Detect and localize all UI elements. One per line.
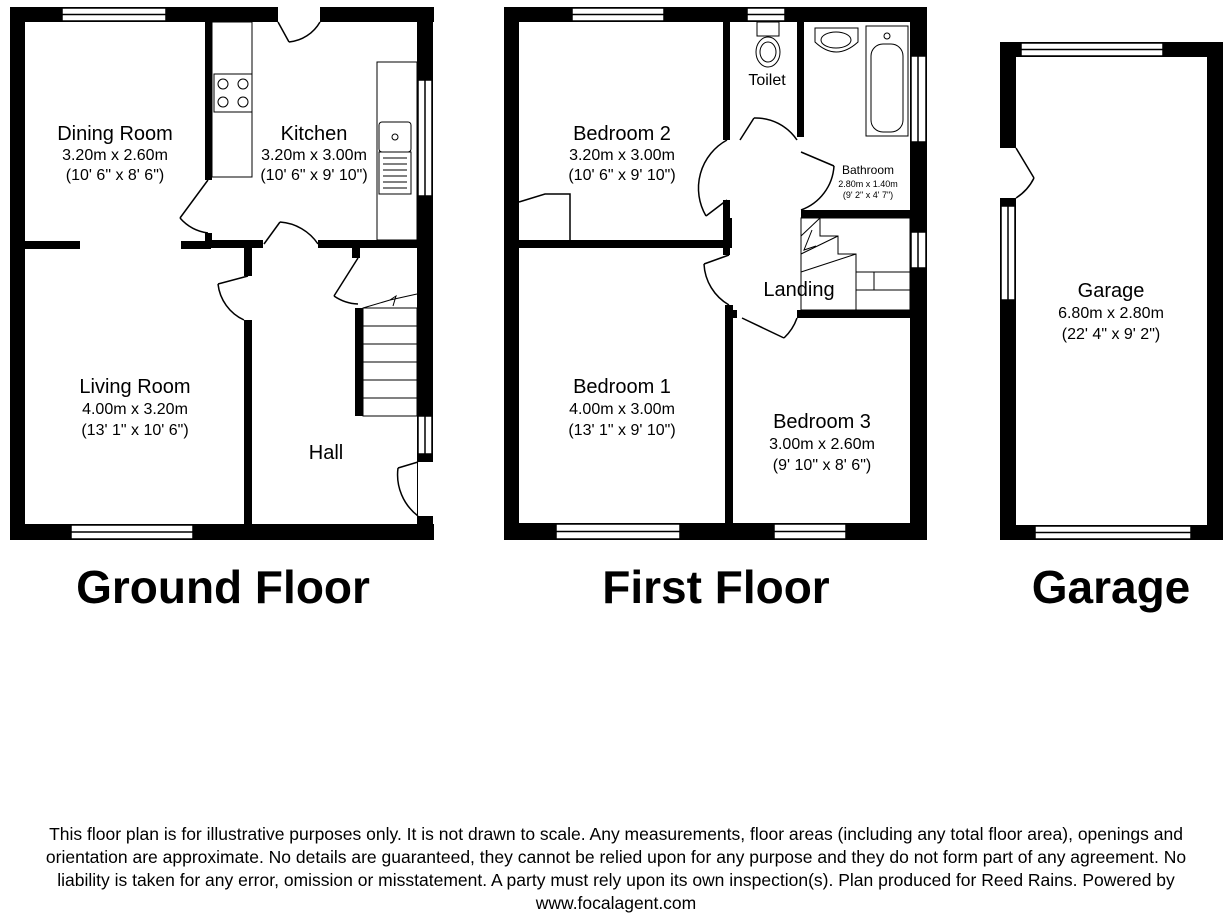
toilet-icon xyxy=(757,22,779,36)
ground-floor-walls xyxy=(10,7,434,540)
room-metric-bedroom3: 3.00m x 2.60m xyxy=(769,436,875,453)
garage-plan xyxy=(1000,42,1223,613)
room-imperial-bedroom3: (9' 10" x 8' 6") xyxy=(772,457,872,474)
disclaimer-line-2: orientation are approximate. No details are guaranteed, they cannot be relied upon for any purpose and they do not form part of any agreement. No xyxy=(45,847,1187,867)
room-name-living: Living Room xyxy=(79,376,191,398)
room-imperial-bedroom2: (10' 6" x 9' 10") xyxy=(568,167,676,184)
room-name-bathroom: Bathroom xyxy=(841,163,895,177)
disclaimer-line-1: This floor plan is for illustrative purposes only. It is not drawn to scale. Any measurements, floor areas (including any total floor area), openings and xyxy=(49,824,1183,844)
room-imperial-bedroom1: (13' 1" x 9' 10") xyxy=(568,422,676,439)
room-imperial-bathroom: (9' 2" x 4' 7") xyxy=(842,190,894,200)
room-metric-garage: 6.80m x 2.80m xyxy=(1058,305,1164,322)
room-metric-kitchen: 3.20m x 3.00m xyxy=(261,147,367,164)
floor-title-first: First Floor xyxy=(602,561,830,613)
room-imperial-living: (13' 1" x 10' 6") xyxy=(81,422,189,439)
room-name-hall: Hall xyxy=(308,442,344,464)
room-name-dining: Dining Room xyxy=(57,123,173,145)
room-imperial-dining: (10' 6" x 8' 6") xyxy=(65,167,165,184)
room-imperial-kitchen: (10' 6" x 9' 10") xyxy=(260,167,368,184)
room-name-garage: Garage xyxy=(1077,280,1145,302)
disclaimer xyxy=(0,823,1232,915)
floor-title-ground: Ground Floor xyxy=(76,561,370,613)
ground-floor-plan xyxy=(10,7,434,613)
room-name-toilet: Toilet xyxy=(748,72,786,89)
room-name-kitchen: Kitchen xyxy=(280,123,348,145)
bathtub-icon xyxy=(866,26,908,136)
room-name-bedroom2: Bedroom 2 xyxy=(573,123,671,145)
sink-icon xyxy=(379,122,411,152)
first-floor-plan xyxy=(504,7,927,613)
kitchen-counter-left xyxy=(212,22,252,177)
room-metric-dining: 3.20m x 2.60m xyxy=(62,147,168,164)
disclaimer-line-3: liability is taken for any error, omission or misstatement. A party must rely upon its own inspection(s). Plan produced for Reed Rains. Powered by xyxy=(57,870,1175,890)
ground-floor-stairs xyxy=(363,294,417,416)
floor-title-garage: Garage xyxy=(1031,561,1191,613)
room-name-bedroom3: Bedroom 3 xyxy=(773,411,871,433)
room-metric-bathroom: 2.80m x 1.40m xyxy=(838,179,898,189)
room-metric-bedroom2: 3.20m x 3.00m xyxy=(569,147,675,164)
garage-side-door xyxy=(1000,148,1034,198)
room-metric-bedroom1: 4.00m x 3.00m xyxy=(569,401,675,418)
disclaimer-link[interactable]: www.focalagent.com xyxy=(535,893,697,913)
room-imperial-garage: (22' 4" x 9' 2") xyxy=(1061,326,1161,343)
room-name-landing: Landing xyxy=(763,279,835,301)
room-name-bedroom1: Bedroom 1 xyxy=(573,376,671,398)
room-metric-living: 4.00m x 3.20m xyxy=(82,401,188,418)
first-floor-doors xyxy=(519,118,834,338)
